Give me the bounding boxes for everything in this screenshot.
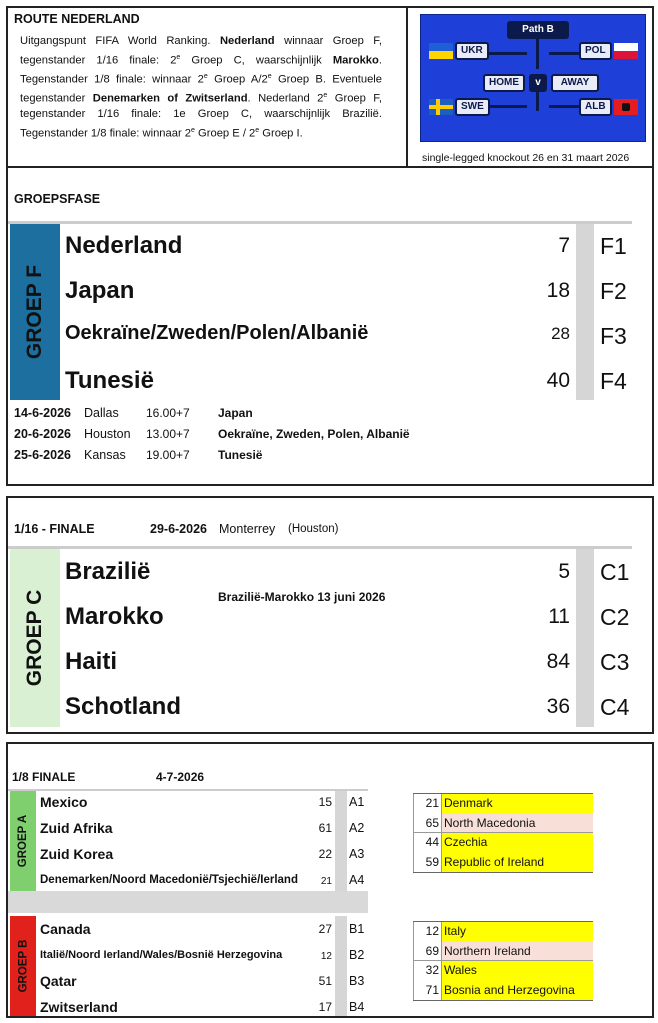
label-pol: POL <box>579 42 612 60</box>
route-text-segment: Groep A/2 <box>207 73 268 86</box>
group-b-label: GROEP B <box>10 916 36 1016</box>
sweden-flag-icon <box>429 99 453 115</box>
group-slot: C4 <box>600 694 630 720</box>
playoff-country: Denmark <box>442 794 593 814</box>
playoff-rank: 65 <box>414 814 442 833</box>
match-city: Houston <box>84 427 131 441</box>
path-b-diagram <box>420 14 646 142</box>
team-name: Oekraïne/Zweden/Polen/Albanië <box>65 322 369 344</box>
group-a-top-bar <box>8 789 368 791</box>
playoff-row <box>413 942 593 962</box>
route-text-segment: e <box>267 72 272 80</box>
playoff-image-cell <box>406 6 656 168</box>
fifa-rank: 51 <box>318 974 332 988</box>
team-name: Italië/Noord Ierland/Wales/Bosnië Herzegovina <box>40 949 283 961</box>
route-text-segment: Groep B. Eventuele tegenstander <box>20 73 383 105</box>
fifa-rank: 84 <box>546 650 570 673</box>
group-c-label: GROEP C <box>10 549 60 727</box>
playoff-country: Bosnia and Herzegovina <box>442 981 593 1001</box>
playoff-country: North Macedonia <box>442 814 593 833</box>
label-home: HOME <box>483 74 525 92</box>
group-f-separator <box>576 224 594 400</box>
playoff-rank: 59 <box>414 853 442 873</box>
match-date: 14-6-2026 <box>14 406 71 420</box>
route-text-segment: Groep I. <box>259 127 303 140</box>
group-phase-title: GROEPSFASE <box>14 192 101 206</box>
group-a-label: GROEP A <box>10 791 36 891</box>
round16-title: 1/16 - FINALE <box>14 522 95 536</box>
group-slot: F3 <box>600 323 627 349</box>
playoff-rank: 44 <box>414 833 442 853</box>
round16-date: 29-6-2026 <box>150 522 207 536</box>
groups-divider <box>8 891 368 913</box>
match-date: 25-6-2026 <box>14 448 71 462</box>
group-slot: C1 <box>600 559 630 585</box>
group-slot: C3 <box>600 649 630 675</box>
route-text-segment: Nederland <box>219 35 275 47</box>
match-city: Kansas <box>84 448 126 462</box>
route-panel <box>6 6 654 168</box>
route-text-segment: Uitgangspunt FIFA World Ranking. <box>20 35 220 47</box>
fifa-rank: 11 <box>548 605 570 628</box>
playoff-country: Republic of Ireland <box>442 853 593 873</box>
match-time: 16.00+7 <box>146 406 190 420</box>
albania-flag-icon <box>614 99 638 115</box>
match-time: 13.00+7 <box>146 427 190 441</box>
route-text-segment: . Nederland 2 <box>247 92 324 105</box>
team-name: Japan <box>65 277 135 304</box>
fifa-rank: 27 <box>318 922 332 936</box>
match-opponent: Tunesië <box>218 448 263 462</box>
label-swe: SWE <box>455 98 490 116</box>
playoff-country: Wales <box>442 961 593 981</box>
label-away: AWAY <box>551 74 599 92</box>
route-text-segment: e <box>255 126 260 134</box>
fifa-rank: 21 <box>320 876 332 887</box>
route-text-segment: Groep E / 2 <box>194 127 256 140</box>
route-text-segment: e <box>203 72 208 80</box>
route-text-segment: Marokko <box>332 54 379 67</box>
playoff-country: Italy <box>442 922 593 942</box>
group-slot: A3 <box>349 847 365 861</box>
group-c-separator <box>576 549 594 727</box>
team-name: Haiti <box>65 648 118 675</box>
group-b-separator <box>335 916 347 1016</box>
label-alb: ALB <box>579 98 612 116</box>
playoff-rank: 21 <box>414 794 442 814</box>
team-name: Schotland <box>65 693 182 720</box>
team-name: Canada <box>40 921 91 937</box>
round-of-16-panel <box>6 742 654 1018</box>
fifa-rank: 7 <box>558 234 570 257</box>
ukraine-flag-icon <box>429 43 453 59</box>
label-vs: v <box>529 74 547 92</box>
playoff-row <box>413 794 593 814</box>
group-slot: F1 <box>600 233 627 259</box>
match-date: 20-6-2026 <box>14 427 71 441</box>
playoff-b-table <box>413 921 593 1001</box>
round8-date: 4-7-2026 <box>156 770 205 784</box>
team-name: Zuid Korea <box>40 846 114 862</box>
team-name: Nederland <box>65 232 183 259</box>
group-slot: A1 <box>349 795 365 809</box>
playoff-row <box>413 922 593 942</box>
group-f-top-bar <box>8 221 632 224</box>
fifa-rank: 36 <box>546 695 570 718</box>
team-name: Qatar <box>40 973 77 989</box>
route-text-segment: . Tegenstander 1/8 finale: winnaar 2 <box>20 54 382 86</box>
poland-flag-icon <box>614 43 638 59</box>
playoff-row <box>413 833 593 853</box>
round16-note: Brazilië-Marokko 13 juni 2026 <box>218 590 386 604</box>
round-of-32-panel <box>6 496 654 734</box>
playoff-a-table <box>413 793 593 873</box>
fifa-rank: 22 <box>318 847 332 861</box>
team-name: Zwitserland <box>40 999 118 1015</box>
playoff-rank: 12 <box>414 922 442 942</box>
match-city: Dallas <box>84 406 119 420</box>
route-text-segment: e <box>176 53 181 61</box>
team-name: Brazilië <box>65 558 151 585</box>
team-name: Marokko <box>65 603 164 630</box>
label-ukr: UKR <box>455 42 489 60</box>
round8-title: 1/8 FINALE <box>12 770 76 784</box>
playoff-rank: 71 <box>414 981 442 1001</box>
fifa-rank: 17 <box>318 1000 332 1014</box>
route-text-segment: e <box>323 91 328 99</box>
group-a-separator <box>335 791 347 891</box>
fifa-rank: 18 <box>546 279 570 302</box>
group-slot: B1 <box>349 922 365 936</box>
team-name: Tunesië <box>65 367 154 394</box>
fifa-rank: 12 <box>320 951 332 962</box>
route-paragraph <box>20 34 382 142</box>
group-slot: B4 <box>349 1000 365 1014</box>
team-name: Mexico <box>40 794 88 810</box>
fifa-rank: 15 <box>318 795 332 809</box>
playoff-row <box>413 961 593 981</box>
playoff-row <box>413 981 593 1001</box>
round16-venue-note: (Houston) <box>288 523 339 535</box>
round16-venue: Monterrey <box>219 522 276 536</box>
fifa-rank: 61 <box>318 821 332 835</box>
playoff-country: Northern Ireland <box>442 942 593 961</box>
group-slot: A2 <box>349 821 365 835</box>
match-time: 19.00+7 <box>146 448 190 462</box>
group-slot: B2 <box>349 948 365 962</box>
playoff-rank: 32 <box>414 961 442 981</box>
route-text-segment: Groep C, waarschijnlijk <box>180 54 333 67</box>
group-c-top-bar <box>8 546 632 549</box>
group-slot: F2 <box>600 278 627 304</box>
team-name: Zuid Afrika <box>40 820 113 836</box>
route-text-segment: Denemarken of Zwitserland <box>92 92 248 105</box>
fifa-rank: 5 <box>558 560 570 583</box>
playoff-rank: 69 <box>414 942 442 961</box>
route-title: ROUTE NEDERLAND <box>14 12 140 26</box>
group-slot: A4 <box>349 873 365 887</box>
group-slot: F4 <box>600 368 627 394</box>
path-label: Path B <box>507 21 569 39</box>
fifa-rank: 40 <box>546 369 570 392</box>
playoff-row <box>413 814 593 834</box>
group-phase-panel <box>6 166 654 486</box>
match-opponent: Oekraïne, Zweden, Polen, Albanië <box>218 427 410 441</box>
route-text-segment: e <box>191 126 195 134</box>
playoff-country: Czechia <box>442 833 593 853</box>
team-name: Denemarken/Noord Macedonië/Tsjechië/Ierland <box>40 874 298 886</box>
fifa-rank: 28 <box>551 324 570 343</box>
playoff-row <box>413 853 593 873</box>
route-text-segment: winnaar Groep F, tegenstander 1/16 finale: 2 <box>20 35 383 67</box>
group-slot: C2 <box>600 604 630 630</box>
group-f-label: GROEP F <box>10 224 60 400</box>
group-slot: B3 <box>349 974 365 988</box>
route-text-segment: Groep F, tegenstander 1/16 finale: 1e Groep C, waarschijnlijk Brazilië. Tegenstander 1/8 finale: winnaar 2 <box>20 92 383 140</box>
knockout-caption: single-legged knockout 26 en 31 maart 2026 <box>422 152 630 164</box>
match-opponent: Japan <box>218 406 253 420</box>
